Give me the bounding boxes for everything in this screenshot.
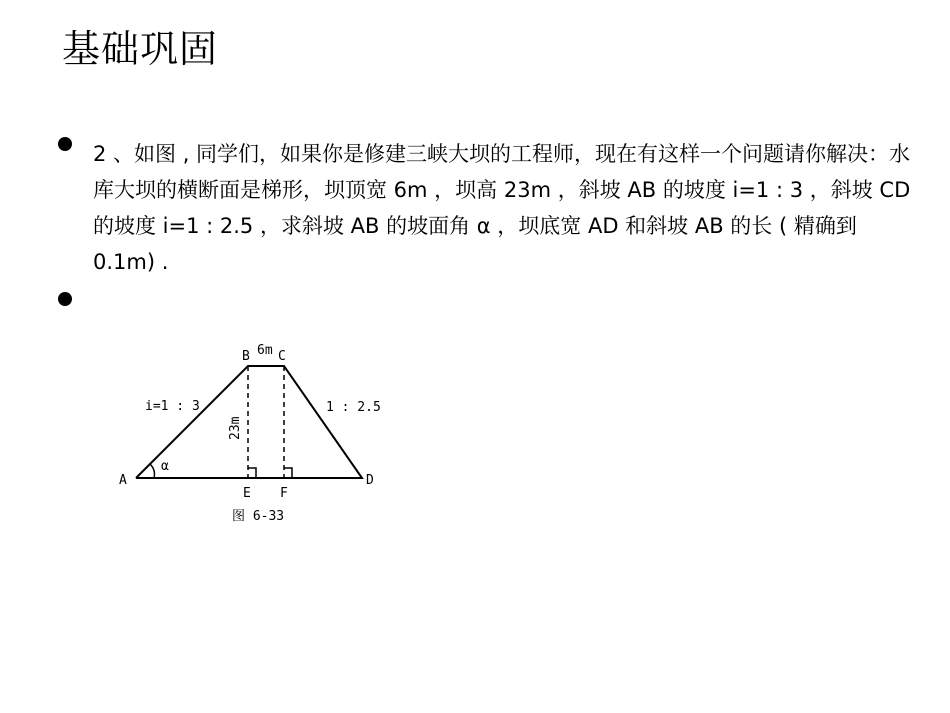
right-angle-mark-e — [248, 468, 256, 478]
angle-arc-alpha — [150, 464, 155, 478]
right-angle-mark-f — [284, 468, 292, 478]
figure-caption: 图 6-33 — [232, 509, 285, 524]
trapezoid-diagram — [112, 336, 402, 531]
slope-ab-label: i=1 : 3 — [145, 399, 200, 414]
point-label-c: C — [278, 349, 286, 364]
top-width-label: 6m — [257, 343, 273, 358]
problem-text: 2 、如图 , 同学们，如果你是修建三峡大坝的工程师，现在有这样一个问题请你解决：水库大坝的横断面是梯形，坝顶宽 6m ，坝高 23m ，斜坡 AB 的坡度 i=1 : 3 ，斜坡 CD 的坡度 i=1 : 2.5 ，求斜坡 AB 的坡面角 α ，坝底宽 AD 和斜坡 AB 的长 ( 精确到 0.1m) . — [93, 142, 911, 274]
point-label-f: F — [280, 486, 288, 501]
dam-cross-section-figure — [112, 336, 402, 531]
point-label-e: E — [243, 486, 251, 501]
angle-label: α — [161, 459, 169, 474]
trapezoid-outline — [136, 366, 362, 478]
height-label: 23m — [228, 416, 243, 440]
slide-title: 基础巩固 — [62, 27, 219, 71]
bullet-point-empty — [58, 292, 72, 306]
point-label-a: A — [119, 473, 127, 488]
slope-cd-label: 1 : 2.5 — [326, 400, 381, 415]
bullet-point — [58, 137, 72, 151]
point-label-b: B — [242, 349, 250, 364]
point-label-d: D — [366, 473, 374, 488]
